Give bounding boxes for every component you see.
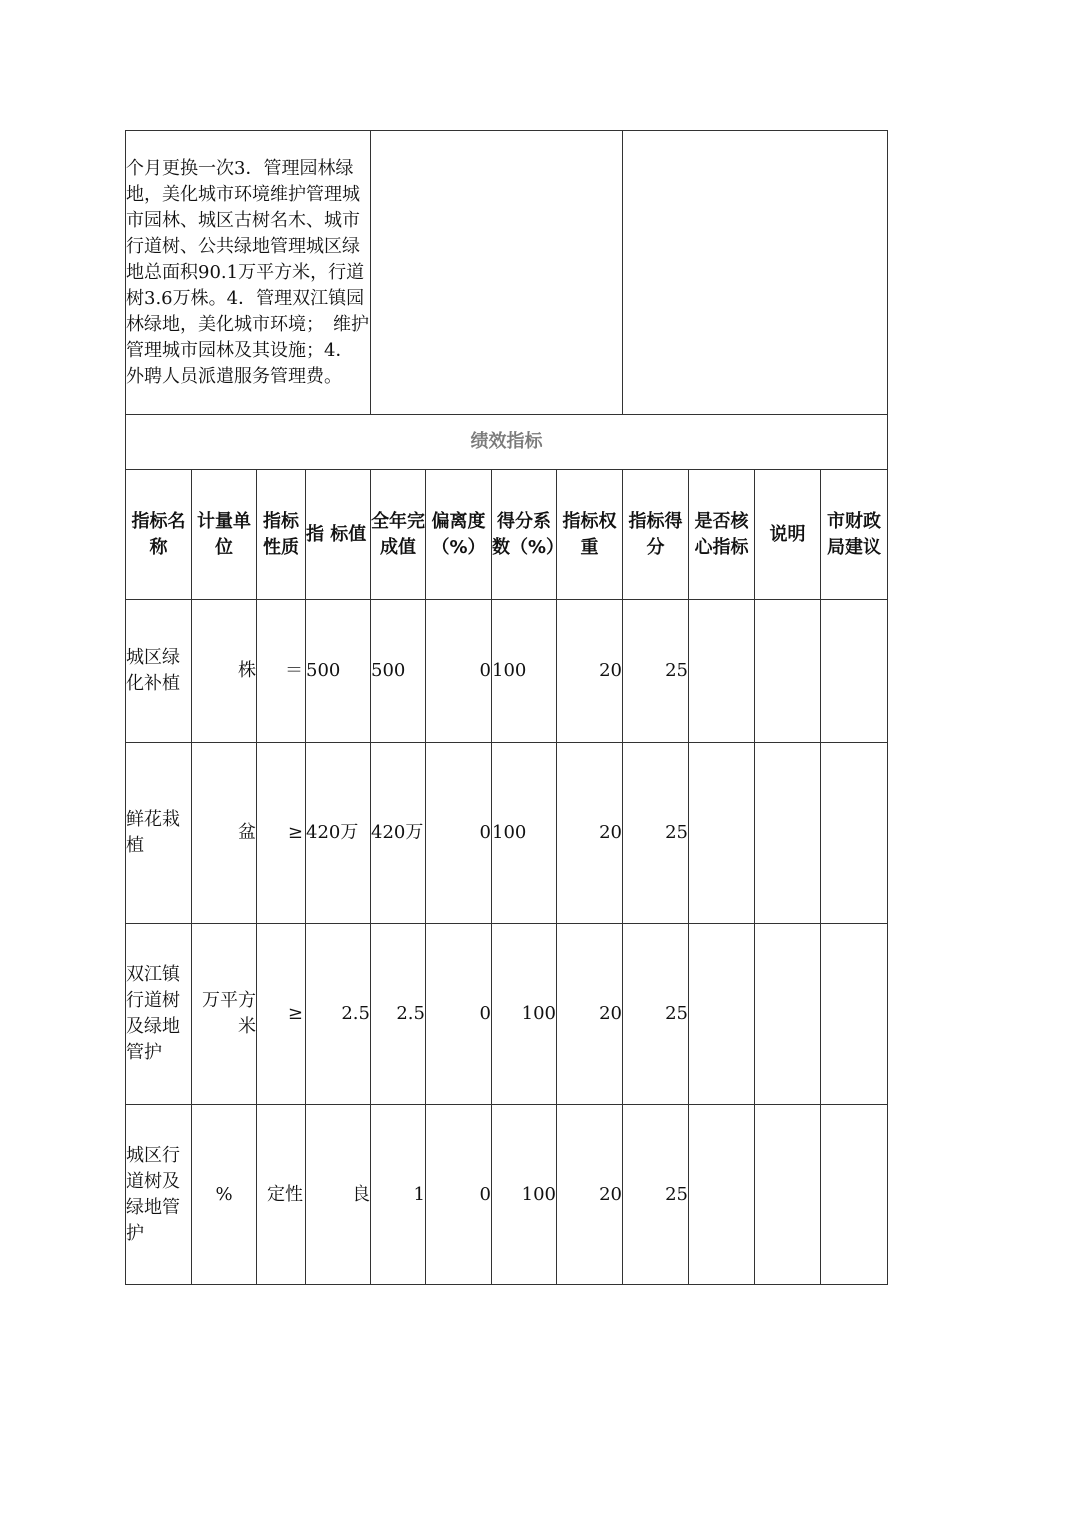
indicator-weight: 20 bbox=[557, 600, 623, 743]
indicator-score: 25 bbox=[623, 600, 689, 743]
performance-table bbox=[125, 130, 888, 1285]
indicator-advice bbox=[821, 1105, 888, 1285]
header-cell: 指 标值 bbox=[306, 470, 371, 600]
indicator-nature: ≥ bbox=[257, 924, 306, 1105]
header-cell: 得分系数（%） bbox=[492, 470, 557, 600]
table-row bbox=[126, 1105, 888, 1285]
header-cell: 是否核心指标 bbox=[689, 470, 755, 600]
indicator-nature: 定性 bbox=[257, 1105, 306, 1285]
indicator-target: 2.5 bbox=[306, 924, 371, 1105]
section-row bbox=[126, 415, 888, 470]
indicator-deviation: 0 bbox=[426, 924, 492, 1105]
header-cell: 指标权重 bbox=[557, 470, 623, 600]
indicator-target: 420万 bbox=[306, 743, 371, 924]
header-cell: 说明 bbox=[755, 470, 821, 600]
indicator-advice bbox=[821, 600, 888, 743]
indicator-coefficient: 100 bbox=[492, 1105, 557, 1285]
indicator-advice bbox=[821, 924, 888, 1105]
indicator-target: 500 bbox=[306, 600, 371, 743]
indicator-note bbox=[755, 743, 821, 924]
indicator-name: 城区绿化补植 bbox=[126, 600, 192, 743]
indicator-coefficient: 100 bbox=[492, 924, 557, 1105]
indicator-weight: 20 bbox=[557, 743, 623, 924]
indicator-nature: ≥ bbox=[257, 743, 306, 924]
indicator-unit: 万平方米 bbox=[192, 924, 257, 1105]
indicator-advice bbox=[821, 743, 888, 924]
section-title: 绩效指标 bbox=[126, 415, 888, 470]
indicator-actual: 2.5 bbox=[371, 924, 426, 1105]
header-cell: 全年完成值 bbox=[371, 470, 426, 600]
header-cell: 指标性质 bbox=[257, 470, 306, 600]
indicator-core bbox=[689, 924, 755, 1105]
indicator-name: 双江镇行道树及绿地管护 bbox=[126, 924, 192, 1105]
indicator-score: 25 bbox=[623, 924, 689, 1105]
indicator-target: 良 bbox=[306, 1105, 371, 1285]
indicator-note bbox=[755, 600, 821, 743]
indicator-core bbox=[689, 600, 755, 743]
indicator-core bbox=[689, 1105, 755, 1285]
indicator-unit: 株 bbox=[192, 600, 257, 743]
indicator-core bbox=[689, 743, 755, 924]
header-row bbox=[126, 470, 888, 600]
indicator-actual: 1 bbox=[371, 1105, 426, 1285]
indicator-unit: 盆 bbox=[192, 743, 257, 924]
indicator-deviation: 0 bbox=[426, 1105, 492, 1285]
indicator-weight: 20 bbox=[557, 924, 623, 1105]
indicator-coefficient: 100 bbox=[492, 743, 557, 924]
indicator-unit: % bbox=[192, 1105, 257, 1285]
indicator-weight: 20 bbox=[557, 1105, 623, 1285]
project-description: 个月更换一次3．管理园林绿地，美化城市环境维护管理城市园林、城区古树名木、城市行道树、公共绿地管理城区绿地总面积90.1万平方米，行道树3.6万株。4．管理双江镇园林绿地，美化城市环境； 维护管理城市园林及其设施；4．外聘人员派遣服务管理费。 bbox=[126, 131, 371, 415]
header-cell: 计量单位 bbox=[192, 470, 257, 600]
header-cell: 指标名称 bbox=[126, 470, 192, 600]
header-cell: 指标得分 bbox=[623, 470, 689, 600]
indicator-score: 25 bbox=[623, 743, 689, 924]
header-cell: 偏离度（%） bbox=[426, 470, 492, 600]
indicator-actual: 420万 bbox=[371, 743, 426, 924]
table-row bbox=[126, 600, 888, 743]
header-cell: 市财政局建议 bbox=[821, 470, 888, 600]
indicator-score: 25 bbox=[623, 1105, 689, 1285]
description-row bbox=[126, 131, 888, 415]
indicator-nature: ＝ bbox=[257, 600, 306, 743]
indicator-note bbox=[755, 924, 821, 1105]
empty-cell bbox=[623, 131, 888, 415]
indicator-deviation: 0 bbox=[426, 600, 492, 743]
indicator-deviation: 0 bbox=[426, 743, 492, 924]
empty-cell bbox=[371, 131, 623, 415]
indicator-name: 鲜花栽植 bbox=[126, 743, 192, 924]
indicator-name: 城区行道树及绿地管护 bbox=[126, 1105, 192, 1285]
table-row bbox=[126, 924, 888, 1105]
indicator-note bbox=[755, 1105, 821, 1285]
indicator-actual: 500 bbox=[371, 600, 426, 743]
table-row bbox=[126, 743, 888, 924]
indicator-coefficient: 100 bbox=[492, 600, 557, 743]
